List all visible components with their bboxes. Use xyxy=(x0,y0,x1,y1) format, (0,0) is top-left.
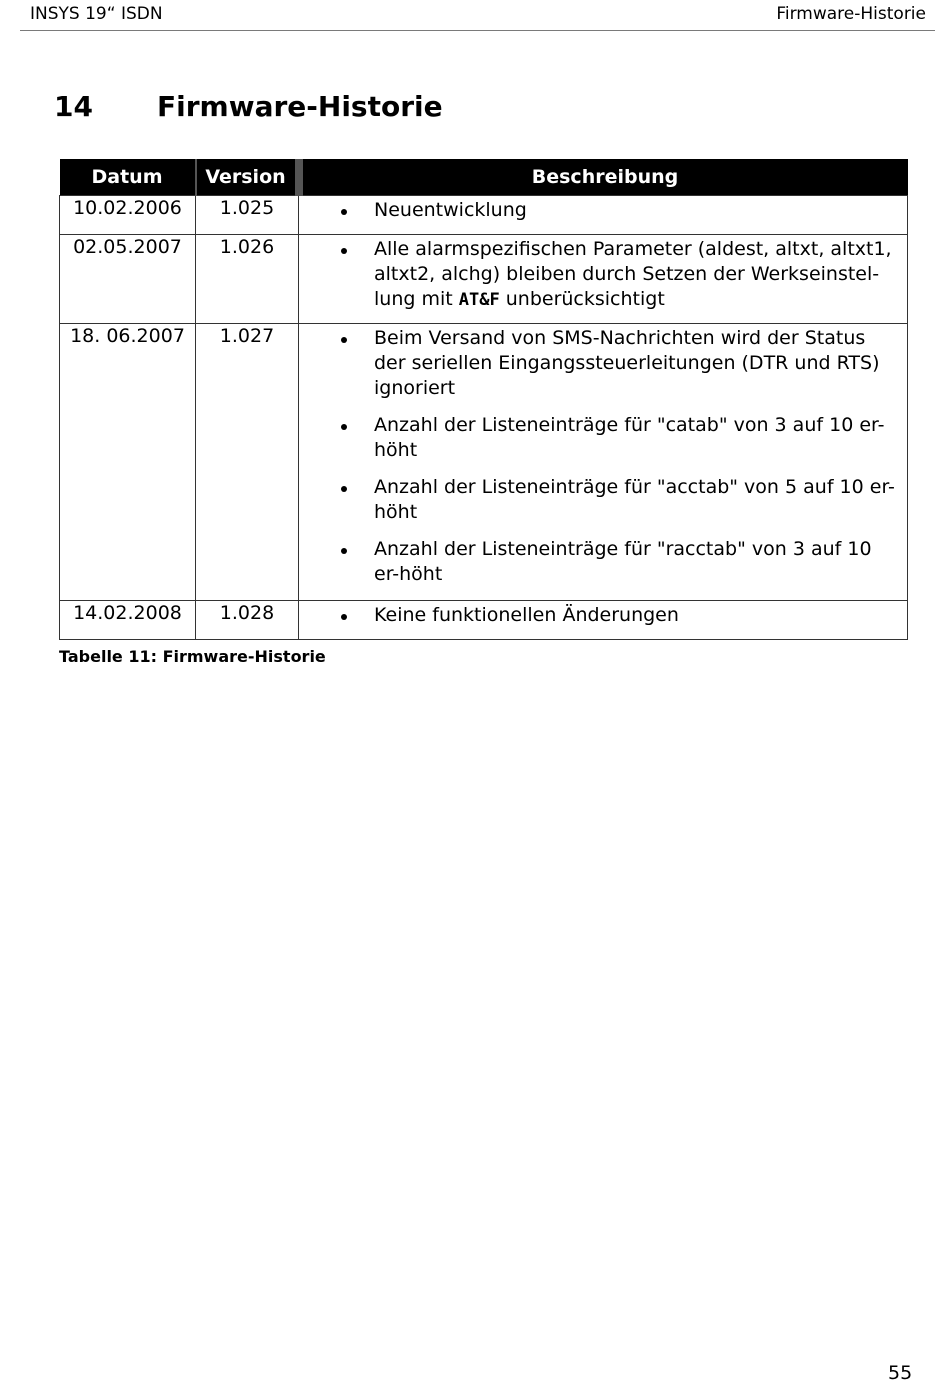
firmware-history-table xyxy=(59,159,908,640)
cell-description xyxy=(299,196,908,235)
header-rule xyxy=(20,30,935,31)
table-row xyxy=(60,235,908,324)
section-title: Firmware-Historie xyxy=(157,90,443,123)
table-caption: Tabelle 11: Firmware-Historie xyxy=(59,647,326,666)
list-item: Anzahl der Listeneinträge für "acctab" von 5 auf 10 er-höht xyxy=(299,475,899,525)
cell-date: 14.02.2008 xyxy=(60,601,196,640)
list-item: Keine funktionellen Änderungen xyxy=(299,603,899,628)
list-item: Neuentwicklung xyxy=(299,198,899,223)
column-header-version: Version xyxy=(196,159,299,196)
page-header-left: INSYS 19“ ISDN xyxy=(30,4,163,24)
section-number: 14 xyxy=(54,90,93,123)
column-header-datum: Datum xyxy=(60,159,196,196)
list-item: Anzahl der Listeneinträge für "racctab" von 3 auf 10 er-höht xyxy=(299,537,899,587)
table-row xyxy=(60,324,908,601)
cell-date: 02.05.2007 xyxy=(60,235,196,324)
cell-date: 18. 06.2007 xyxy=(60,324,196,601)
page-number: 55 xyxy=(888,1362,913,1384)
command-text: AT&F xyxy=(458,290,500,310)
page-header-right: Firmware-Historie xyxy=(776,4,926,24)
cell-description xyxy=(299,324,908,601)
cell-date: 10.02.2006 xyxy=(60,196,196,235)
cell-description xyxy=(299,235,908,324)
list-item-text: Alle alarmspezifischen Parameter (aldest, altxt, altxt1, altxt2, alchg) bleiben durch Setzen der Werkseinstel-lung mit xyxy=(374,238,892,310)
table-header-row xyxy=(60,159,908,196)
table-row xyxy=(60,196,908,235)
cell-version: 1.026 xyxy=(196,235,299,324)
table-row xyxy=(60,601,908,640)
cell-version: 1.025 xyxy=(196,196,299,235)
column-header-beschreibung: Beschreibung xyxy=(299,159,908,196)
list-item: Beim Versand von SMS-Nachrichten wird der Status der seriellen Eingangssteuerleitungen (DTR und RTS) ignoriert xyxy=(299,326,899,401)
cell-description xyxy=(299,601,908,640)
list-item-text-end: unberücksichtigt xyxy=(499,288,665,310)
cell-version: 1.027 xyxy=(196,324,299,601)
cell-version: 1.028 xyxy=(196,601,299,640)
list-item xyxy=(299,237,899,313)
list-item: Anzahl der Listeneinträge für "catab" von 3 auf 10 er-höht xyxy=(299,413,899,463)
